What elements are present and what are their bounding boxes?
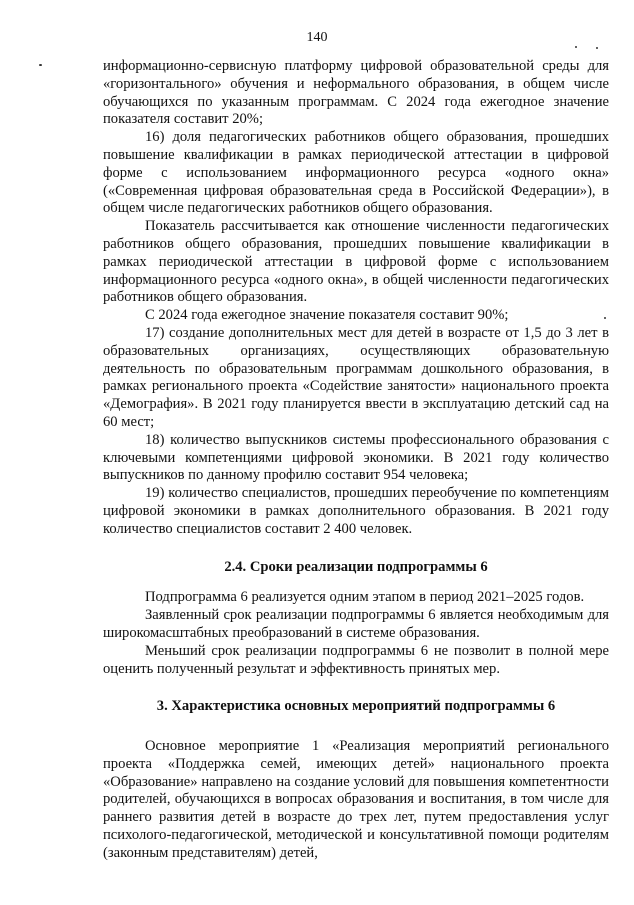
paragraph-item-16: 16) доля педагогических работников общего образования, прошедших повышение квалификации в рамках периодической аттестации в цифровой форме с использованием информационного ресурса «одного окна» («Современная цифровая образовательная среда в Российской Федерации»), в общем числе педагогических работников общего образования. [103, 129, 609, 217]
paragraph: Заявленный срок реализации подпрограммы 6 является необходимым для широкомасштабных преобразований в системе образования. [103, 607, 609, 641]
page-body [103, 58, 609, 863]
paragraph: Меньший срок реализации подпрограммы 6 не позволит в полной мере оценить полученный результат и эффективность принятых мер. [103, 642, 609, 677]
paragraph: Подпрограмма 6 реализуется одним этапом в период 2021–2025 годов. [145, 589, 585, 606]
paragraph-item-17: 17) создание дополнительных мест для детей в возрасте от 1,5 до 3 лет в образовательных организациях, осуществляющих образовательную деятельность по образовательным программам дошкольного образования, в рамках регионального проекта «Содействие занятости» национального проекта «Демография». В 2021 году планируется ввести в эксплуатацию детский сад на 60 мест; [103, 324, 609, 430]
paragraph: Основное мероприятие 1 «Реализация мероприятий регионального проекта «Поддержка семей, имеющих детей» национального проекта «Образование» направлено на создание условий для повышения компетентности родителей, обучающихся в вопросах образования и воспитания, в том числе для раннего развития детей в возрасте до трех лет, путем предоставления услуг психолого-педагогической, методической и консультативной помощи родителям (законным представителям) детей, [103, 738, 609, 861]
scan-speck [596, 47, 598, 49]
paragraph: информационно-сервисную платформу цифровой образовательной среды для «горизонтального» обучения и неформального образования, в общем числе обучающихся по указанным программам. С 2024 года ежегодное значение показателя составит 20%; [103, 58, 609, 128]
paragraph-indicator-value: С 2024 года ежегодное значение показателя составит 90%; [145, 307, 509, 324]
section-heading-2-4: 2.4. Сроки реализации подпрограммы 6 [224, 558, 488, 575]
section-heading-3: 3. Характеристика основных мероприятий подпрограммы 6 [156, 698, 556, 715]
scan-speck [575, 46, 577, 48]
paragraph-item-19: 19) количество специалистов, прошедших переобучение по компетенциям цифровой экономики в рамках дополнительного образования. В 2021 году количество специалистов составит 2 400 человек. [103, 485, 609, 537]
paragraph-item-18: 18) количество выпускников системы профессионального образования с ключевыми компетенциями цифровой экономики. В 2021 году количество выпускников по данному профилю составит 954 человека; [103, 431, 609, 484]
paragraph-indicator-calculation: Показатель рассчитывается как отношение численности педагогических работников общего образования, прошедших повышение квалификации в рамках периодической аттестации в цифровой форме с использованием информационного ресурса «одного окна», в общей численности педагогических работников общего образования. [103, 218, 609, 306]
page-number: 140 [306, 30, 328, 45]
scan-speck [39, 64, 42, 66]
